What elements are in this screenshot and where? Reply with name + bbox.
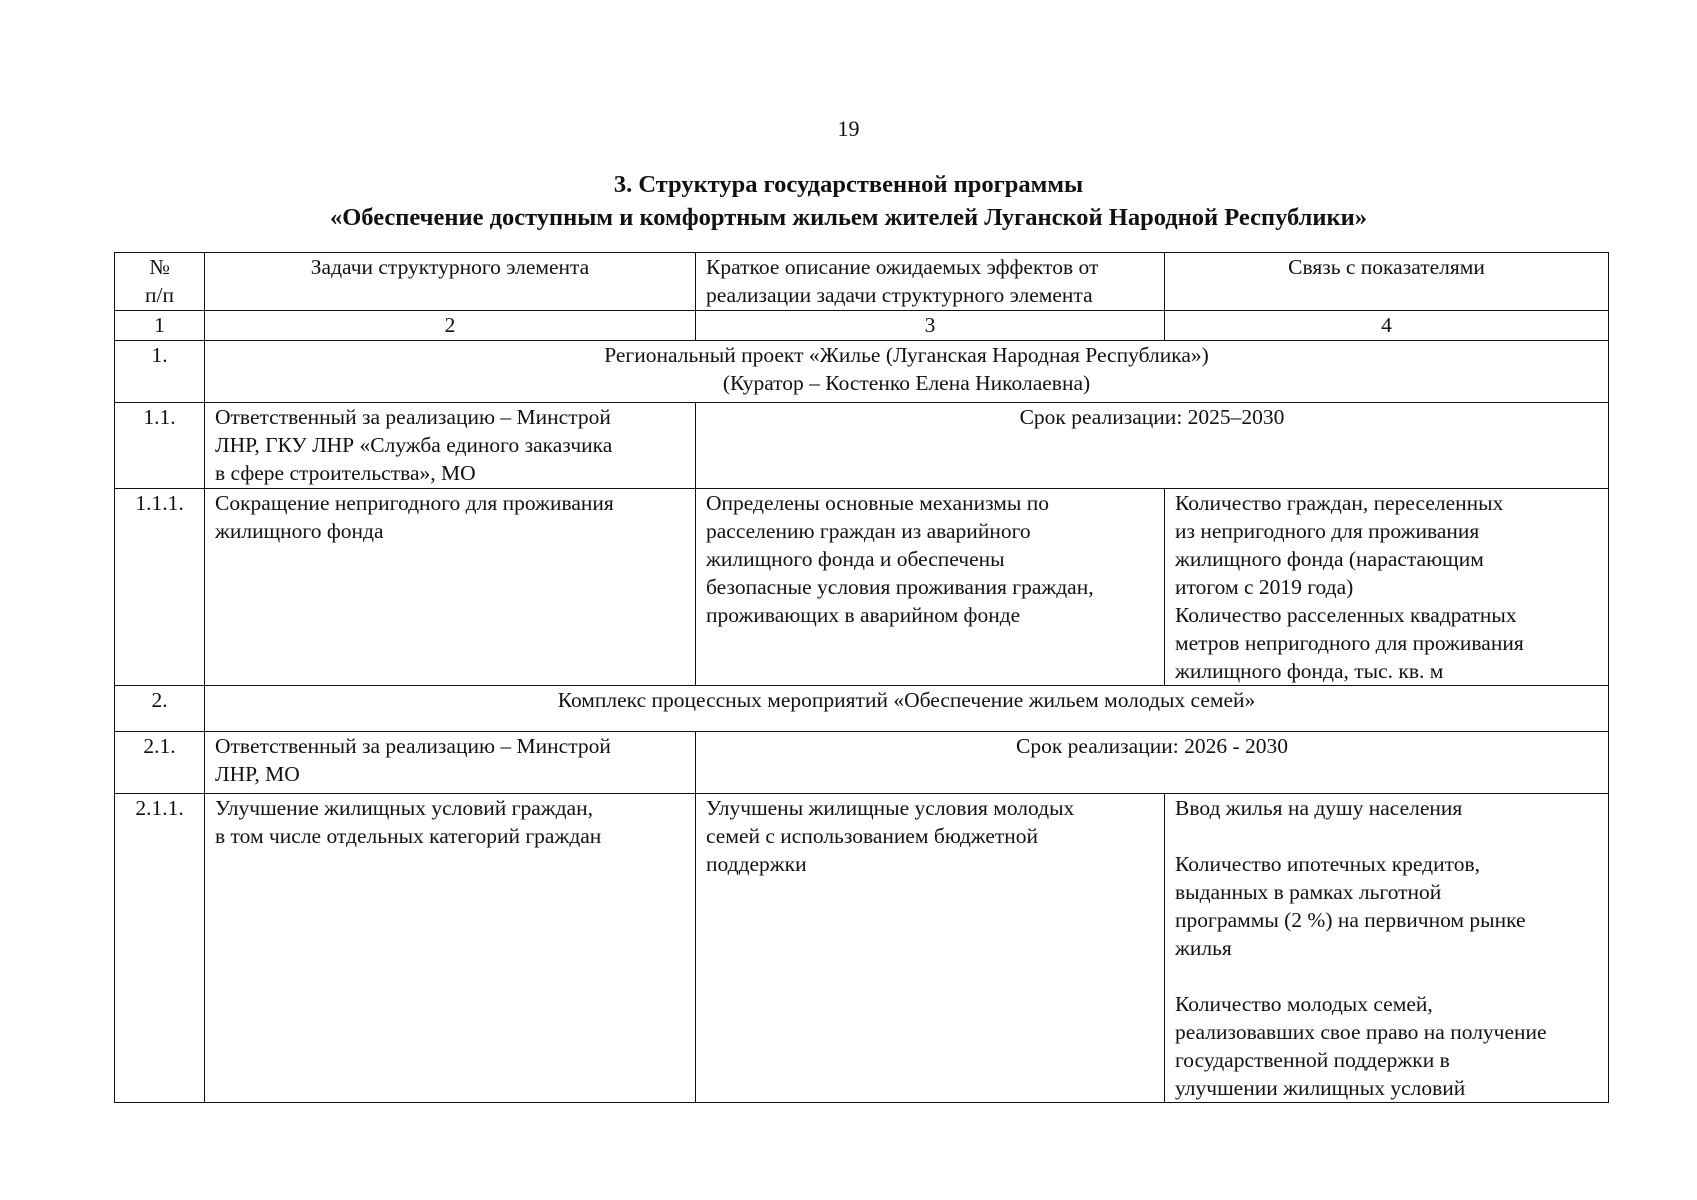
header-effects: Краткое описание ожидаемых эффектов от реализации задачи структурного элемента <box>696 253 1165 311</box>
spacer <box>1175 822 1598 850</box>
section-row-1 <box>115 341 1609 403</box>
section-number: 2. <box>115 686 205 732</box>
row-number: 2.1. <box>115 732 205 794</box>
spacer <box>1175 962 1598 990</box>
responsible-cell: Ответственный за реализацию – Минстрой ЛНР, ГКУ ЛНР «Служба единого заказчика в сфере строительства», МО <box>205 403 696 489</box>
effect-cell: Определены основные механизмы по расселению граждан из аварийного жилищного фонда и обеспечены безопасные условия проживания граждан, проживающих в аварийном фонде <box>696 489 1165 686</box>
indicators-cell: Ввод жилья на душу населения Количество ипотечных кредитов, выданных в рамках льготной программы (2 %) на первичном рынке жилья Количество молодых семей, реализовавших свое право на получение государственной поддержки в улучшении жилищных условий <box>1165 794 1609 1103</box>
section-title: Комплекс процессных мероприятий «Обеспечение жильем молодых семей» <box>205 686 1609 732</box>
section-row-2 <box>115 686 1609 732</box>
column-number-row <box>115 311 1609 341</box>
header-row <box>115 253 1609 311</box>
row-number: 1.1.1. <box>115 489 205 686</box>
column-number: 3 <box>696 311 1165 341</box>
column-number: 2 <box>205 311 696 341</box>
document-title <box>0 168 1697 234</box>
header-num: № п/п <box>115 253 205 311</box>
row-number: 2.1.1. <box>115 794 205 1103</box>
title-line-2: «Обеспечение доступным и комфортным жильем жителей Луганской Народной Республики» <box>329 204 1367 231</box>
column-number: 4 <box>1165 311 1609 341</box>
term-cell: Срок реализации: 2025–2030 <box>696 403 1609 489</box>
effect-cell: Улучшены жилищные условия молодых семей с использованием бюджетной поддержки <box>696 794 1165 1103</box>
header-indicators: Связь с показателями <box>1165 253 1609 311</box>
column-number: 1 <box>115 311 205 341</box>
section-number: 1. <box>115 341 205 403</box>
section-title: Региональный проект «Жилье (Луганская Народная Республика») (Куратор – Костенко Елена Николаевна) <box>205 341 1609 403</box>
page-number: 19 <box>837 116 860 141</box>
program-structure-table <box>114 252 1609 1103</box>
title-line-1: 3. Структура государственной программы <box>613 171 1084 198</box>
responsible-row-2-1 <box>115 732 1609 794</box>
term-cell: Срок реализации: 2026 - 2030 <box>696 732 1609 794</box>
task-cell: Улучшение жилищных условий граждан, в том числе отдельных категорий граждан <box>205 794 696 1103</box>
task-row-1-1-1 <box>115 489 1609 686</box>
indicators-cell: Количество граждан, переселенных из непригодного для проживания жилищного фонда (нарастающим итогом с 2019 года) Количество расселенных квадратных метров непригодного для проживания жилищного фонда, тыс. кв. м <box>1165 489 1609 686</box>
responsible-cell: Ответственный за реализацию – Минстрой ЛНР, МО <box>205 732 696 794</box>
row-number: 1.1. <box>115 403 205 489</box>
header-tasks: Задачи структурного элемента <box>205 253 696 311</box>
task-row-2-1-1 <box>115 794 1609 1103</box>
task-cell: Сокращение непригодного для проживания жилищного фонда <box>205 489 696 686</box>
responsible-row-1-1 <box>115 403 1609 489</box>
